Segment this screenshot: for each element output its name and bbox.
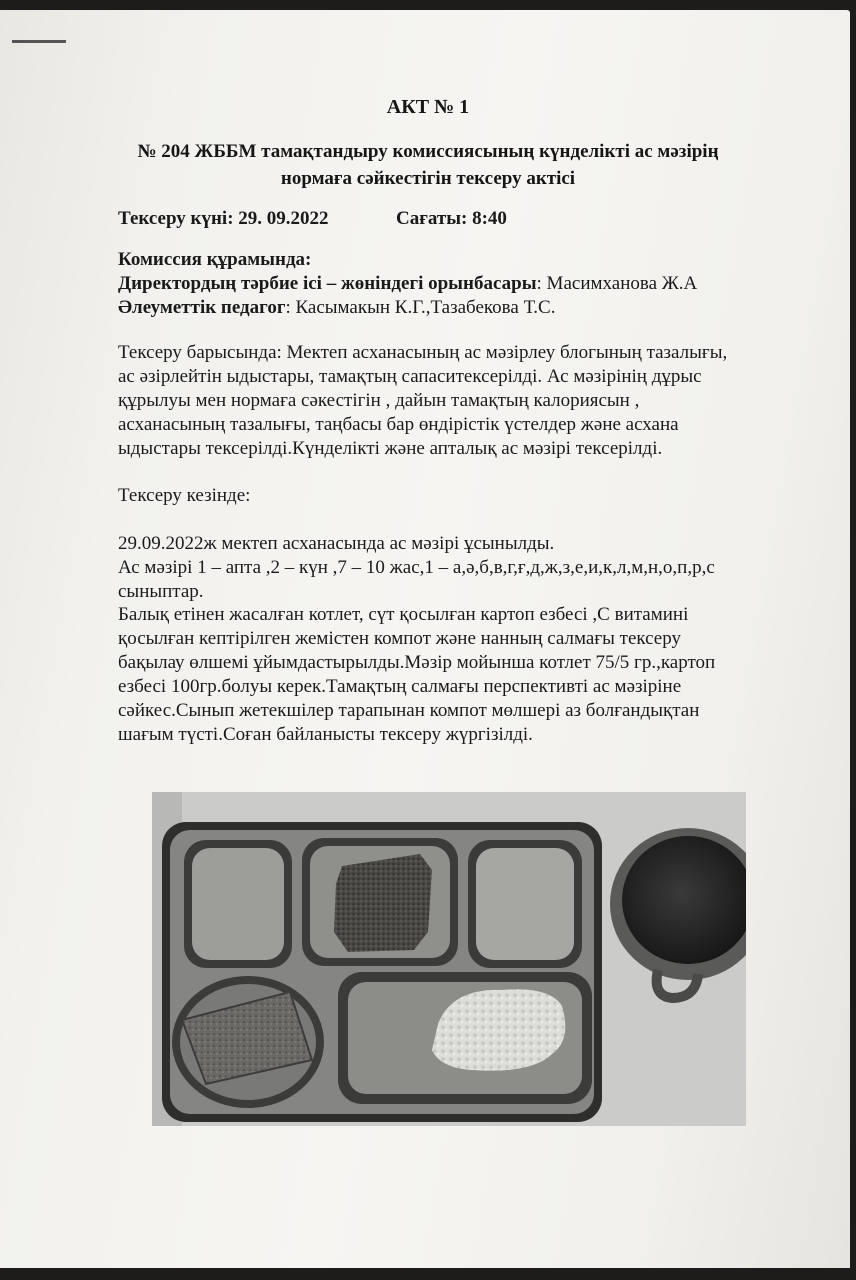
paragraph-line: бақылау өлшемі ұйымдастырылды.Мәзір мойынша котлет 75/5 гр.,картоп [118,652,716,673]
deputy-name: : Масимханова Ж.А [536,273,698,294]
meal-tray-photo [152,792,746,1126]
act-subtitle [0,138,856,192]
paragraph-line: Ас мәзірі 1 – апта ,2 – күн ,7 – 10 жас,1 – а,ә,б,в,г,ғ,д,ж,з,е,и,к,л,м,н,о,п,р,с [118,557,715,578]
paragraph-line: 29.09.2022ж мектеп асханасында ас мәзірі ұсынылды. [118,533,555,554]
commission-heading: Комиссия құрамында: [118,249,312,270]
paragraph-line: сыныптар. [118,581,204,602]
act-title: АКТ № 1 [386,96,470,118]
pedagog-role: Әлеуметтік педагог [118,297,286,318]
compartment-top-left-inner [192,848,284,960]
check-time: Сағаты: 8:40 [396,208,507,229]
during-check-label: Тексеру кезінде: [118,485,251,506]
paragraph-line: Тексеру барысында: Мектеп асханасының ас мәзірлеу блогының тазалығы, [118,342,728,363]
meal-tray-photo-drawing [152,792,746,1126]
paragraph-line: Балық етінен жасалған котлет, сүт қосылған картоп езбесі ,С витамині [118,604,689,625]
pedagog-name: : Касымакын К.Г.,Тазабекова Т.С. [285,297,556,318]
deputy-role: Директордың тәрбие ісі – жөніндегі орынбасары [118,273,537,294]
fish-cutlet [334,854,432,952]
paragraph-line: езбесі 100гр.болуы керек.Тамақтың салмағы перспективті ас мәзіріне [118,676,682,697]
paragraph-line: шағым түсті.Соған байланысты тексеру жүргізілді. [118,724,533,745]
paragraph-line: ыдыстары тексерілді.Күнделікті және апталық ас мәзірі тексерілді. [118,438,663,459]
paragraph-line: асханасының тазалығы, таңбасы бар өндірістік үстелдер және асхана [118,414,679,435]
act-subtitle-line: № 204 ЖББМ тамақтандыру комиссиясының күнделікті ас мәзірің [137,141,719,162]
check-date: Тексеру күні: 29. 09.2022 [118,208,329,229]
paragraph-line: құрылуы мен нормаға сәкестігін , дайын тамақтың калориясын , [118,390,640,411]
compartment-top-right-inner [476,848,574,960]
commission-pedagog [118,297,555,319]
paragraph-line: қосылған кептірілген жемістен компот және нанның салмағы тексеру [118,628,681,649]
act-subtitle-line: нормаға сәйкестігін тексеру актісі [280,168,576,189]
page-mark [12,40,66,43]
commission-deputy [118,273,697,295]
paragraph-line: ас әзірлейтін ыдыстары, тамақтың сапаситексерілді. Ас мәзірінің дұрыс [118,366,702,387]
paragraph-line: сәйкес.Сынып жетекшілер тарапынан компот мөлшері аз болғандықтан [118,700,700,721]
